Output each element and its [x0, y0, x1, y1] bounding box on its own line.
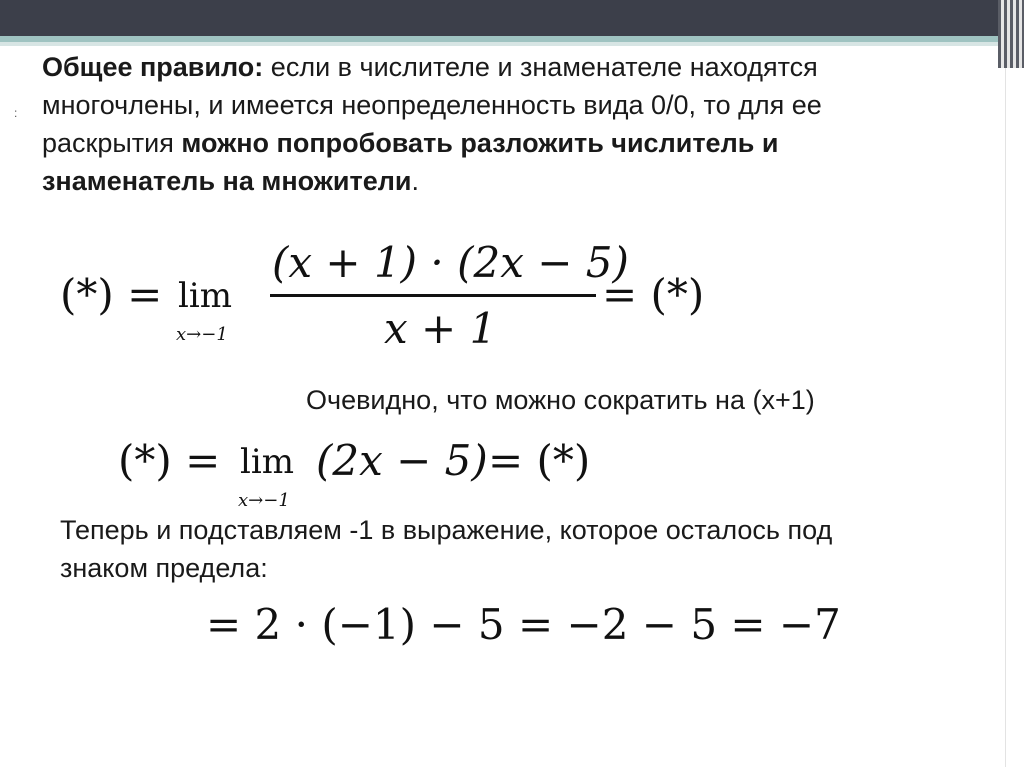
general-rule-paragraph: [42, 48, 922, 200]
formula1-rhs: = (*): [602, 270, 705, 319]
formula2-lim: lim: [240, 442, 294, 482]
top-bar: [0, 0, 1024, 36]
rule-lead: Общее правило:: [42, 52, 264, 82]
rule-emphasis: можно попробовать разложить числитель и знаменатель на множители: [42, 128, 779, 196]
formula1-lhs: (*) =: [60, 270, 163, 319]
formula-3: = 2 · (−1) − 5 = −2 − 5 = −7: [206, 600, 841, 649]
cancel-note: Очевидно, что можно сократить на (x+1): [306, 385, 815, 415]
substitute-paragraph: Теперь и подставляем -1 в выражение, которое осталось под знаком предела:: [60, 515, 833, 583]
formula1-lim: lim: [178, 276, 232, 316]
rule-end: .: [411, 166, 420, 196]
rule-text: если в числителе и знаменателе находятся многочлены, и имеется неопределенность вида 0/0, то для ее раскрытия: [42, 52, 822, 158]
corner-stripes: [998, 0, 1024, 68]
formula1-denominator: x + 1: [384, 304, 497, 353]
formula1-lim-sub: x→−1: [176, 324, 228, 345]
formula1-fraction-bar: [270, 294, 596, 297]
formula2-lim-sub: x→−1: [238, 490, 290, 511]
bullet-marker: :: [14, 106, 18, 120]
right-border-line: [1005, 68, 1006, 767]
accent-bar-light: [0, 42, 1004, 46]
formula2-rhs: = (*): [488, 436, 591, 485]
formula2-lhs: (*) =: [118, 436, 221, 485]
formula1-numerator: (x + 1) · (2x − 5): [272, 238, 629, 287]
formula2-body: (2x − 5): [316, 436, 488, 485]
